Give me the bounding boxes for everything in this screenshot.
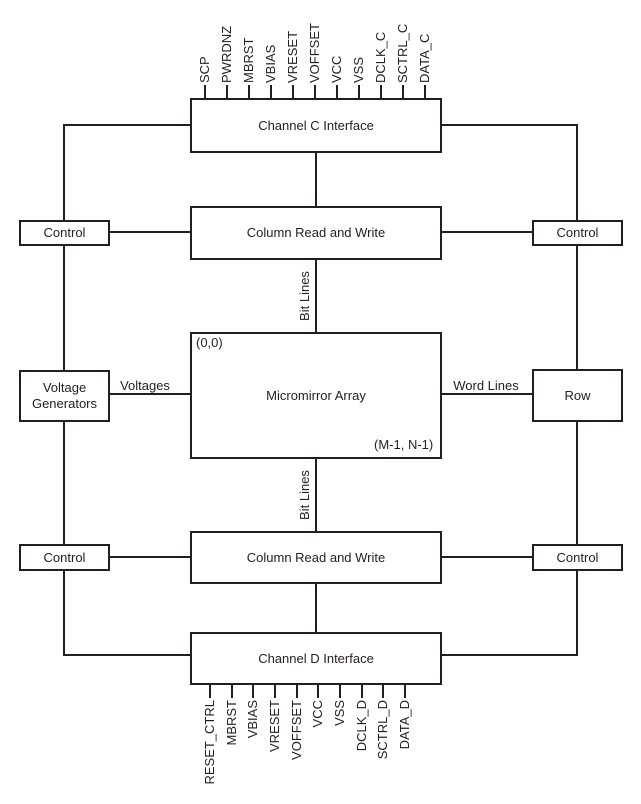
pin-tick-bottom bbox=[296, 684, 298, 698]
control-top-left-label: Control bbox=[43, 225, 86, 240]
pin-tick-top bbox=[314, 85, 316, 99]
pin-tick-top bbox=[226, 85, 228, 99]
pin-tick-top bbox=[248, 85, 250, 99]
pin-label-scp: SCP bbox=[197, 56, 212, 83]
connector-control-br-columnrw bbox=[442, 556, 532, 558]
column-read-write-bottom-box bbox=[190, 531, 442, 584]
bit-lines-top-annotation: Bit Lines bbox=[297, 271, 312, 321]
array-extent-annotation: (M-1, N-1) bbox=[374, 437, 434, 452]
pin-label-data-c: DATA_C bbox=[417, 33, 432, 83]
row-label: Row bbox=[564, 387, 591, 403]
pin-tick-bottom bbox=[339, 684, 341, 698]
channel-c-interface-box bbox=[190, 98, 442, 153]
bit-lines-bottom-annotation: Bit Lines bbox=[297, 470, 312, 520]
channel-d-interface-label: Channel D Interface bbox=[258, 650, 374, 666]
control-top-left-box bbox=[19, 220, 110, 246]
pin-label-sctrl-d: SCTRL_D bbox=[375, 700, 390, 760]
connector-left-bottom-horizontal bbox=[63, 654, 190, 656]
pin-tick-bottom bbox=[317, 684, 319, 698]
pin-label-sctrl-c: SCTRL_C bbox=[395, 23, 410, 83]
connector-columnrw-channeld bbox=[315, 584, 317, 632]
connector-right-top-horizontal bbox=[442, 124, 578, 126]
pin-label-vbias-d: VBIAS bbox=[245, 700, 260, 739]
micromirror-array-label: Micromirror Array bbox=[266, 387, 366, 403]
connector-control-tl-columnrw bbox=[110, 231, 190, 233]
column-read-write-bottom-label: Column Read and Write bbox=[246, 549, 386, 565]
voltages-connector bbox=[110, 393, 190, 395]
pin-tick-bottom bbox=[361, 684, 363, 698]
pin-tick-top bbox=[204, 85, 206, 99]
pin-tick-top bbox=[292, 85, 294, 99]
connector-channelc-columnrw bbox=[315, 153, 317, 206]
pin-tick-top bbox=[402, 85, 404, 99]
channel-c-interface-label: Channel C Interface bbox=[258, 117, 374, 133]
pin-label-vss-d: VSS bbox=[332, 700, 347, 727]
row-box bbox=[532, 369, 623, 422]
pin-label-mbrst-d: MBRST bbox=[224, 700, 239, 746]
column-read-write-top-box bbox=[190, 206, 442, 260]
control-bottom-right-box bbox=[532, 544, 623, 571]
pin-tick-bottom bbox=[209, 684, 211, 698]
pin-tick-bottom bbox=[231, 684, 233, 698]
pin-label-reset-ctrl: RESET_CTRL bbox=[202, 700, 217, 785]
array-origin-annotation: (0,0) bbox=[196, 335, 223, 350]
column-read-write-top-label: Column Read and Write bbox=[246, 225, 386, 240]
pin-label-vcc-d: VCC bbox=[310, 700, 325, 728]
pin-label-vss-c: VSS bbox=[351, 56, 366, 83]
control-bottom-left-box bbox=[19, 544, 110, 571]
pin-label-dclk-d: DCLK_D bbox=[354, 700, 369, 752]
pin-tick-top bbox=[358, 85, 360, 99]
pin-label-data-d: DATA_D bbox=[397, 700, 412, 750]
connector-control-tr-columnrw bbox=[442, 231, 532, 233]
pin-label-vreset-d: VRESET bbox=[267, 700, 282, 753]
bit-lines-bottom-connector bbox=[315, 459, 317, 531]
pin-tick-top bbox=[270, 85, 272, 99]
pin-label-pwrdnz: PWRDNZ bbox=[219, 25, 234, 83]
voltage-generators-box bbox=[19, 370, 110, 422]
channel-d-interface-box bbox=[190, 632, 442, 685]
pin-label-vcc-c: VCC bbox=[329, 55, 344, 83]
control-bottom-right-label: Control bbox=[556, 549, 599, 565]
pin-label-mbrst-c: MBRST bbox=[241, 37, 256, 83]
pin-tick-bottom bbox=[382, 684, 384, 698]
pin-tick-top bbox=[380, 85, 382, 99]
word-lines-annotation: Word Lines bbox=[453, 378, 519, 393]
pin-label-dclk-c: DCLK_C bbox=[373, 31, 388, 83]
pin-label-vbias-c: VBIAS bbox=[263, 44, 278, 83]
word-lines-connector bbox=[442, 393, 532, 395]
control-top-right-box bbox=[532, 220, 623, 246]
connector-right-bottom-horizontal bbox=[442, 654, 578, 656]
pin-tick-top bbox=[424, 85, 426, 99]
pin-label-voffset-d: VOFFSET bbox=[289, 700, 304, 760]
control-top-right-label: Control bbox=[556, 225, 599, 240]
bit-lines-top-connector bbox=[315, 260, 317, 332]
pin-label-voffset-c: VOFFSET bbox=[307, 23, 322, 83]
pin-tick-bottom bbox=[252, 684, 254, 698]
control-bottom-left-label: Control bbox=[43, 549, 86, 565]
pin-tick-top bbox=[336, 85, 338, 99]
pin-tick-bottom bbox=[274, 684, 276, 698]
voltage-generators-label: Voltage Generators bbox=[31, 380, 98, 411]
connector-control-bl-columnrw bbox=[110, 556, 190, 558]
pin-label-vreset-c: VRESET bbox=[285, 30, 300, 83]
pin-tick-bottom bbox=[404, 684, 406, 698]
voltages-annotation: Voltages bbox=[120, 378, 170, 393]
connector-left-top-horizontal bbox=[63, 124, 190, 126]
